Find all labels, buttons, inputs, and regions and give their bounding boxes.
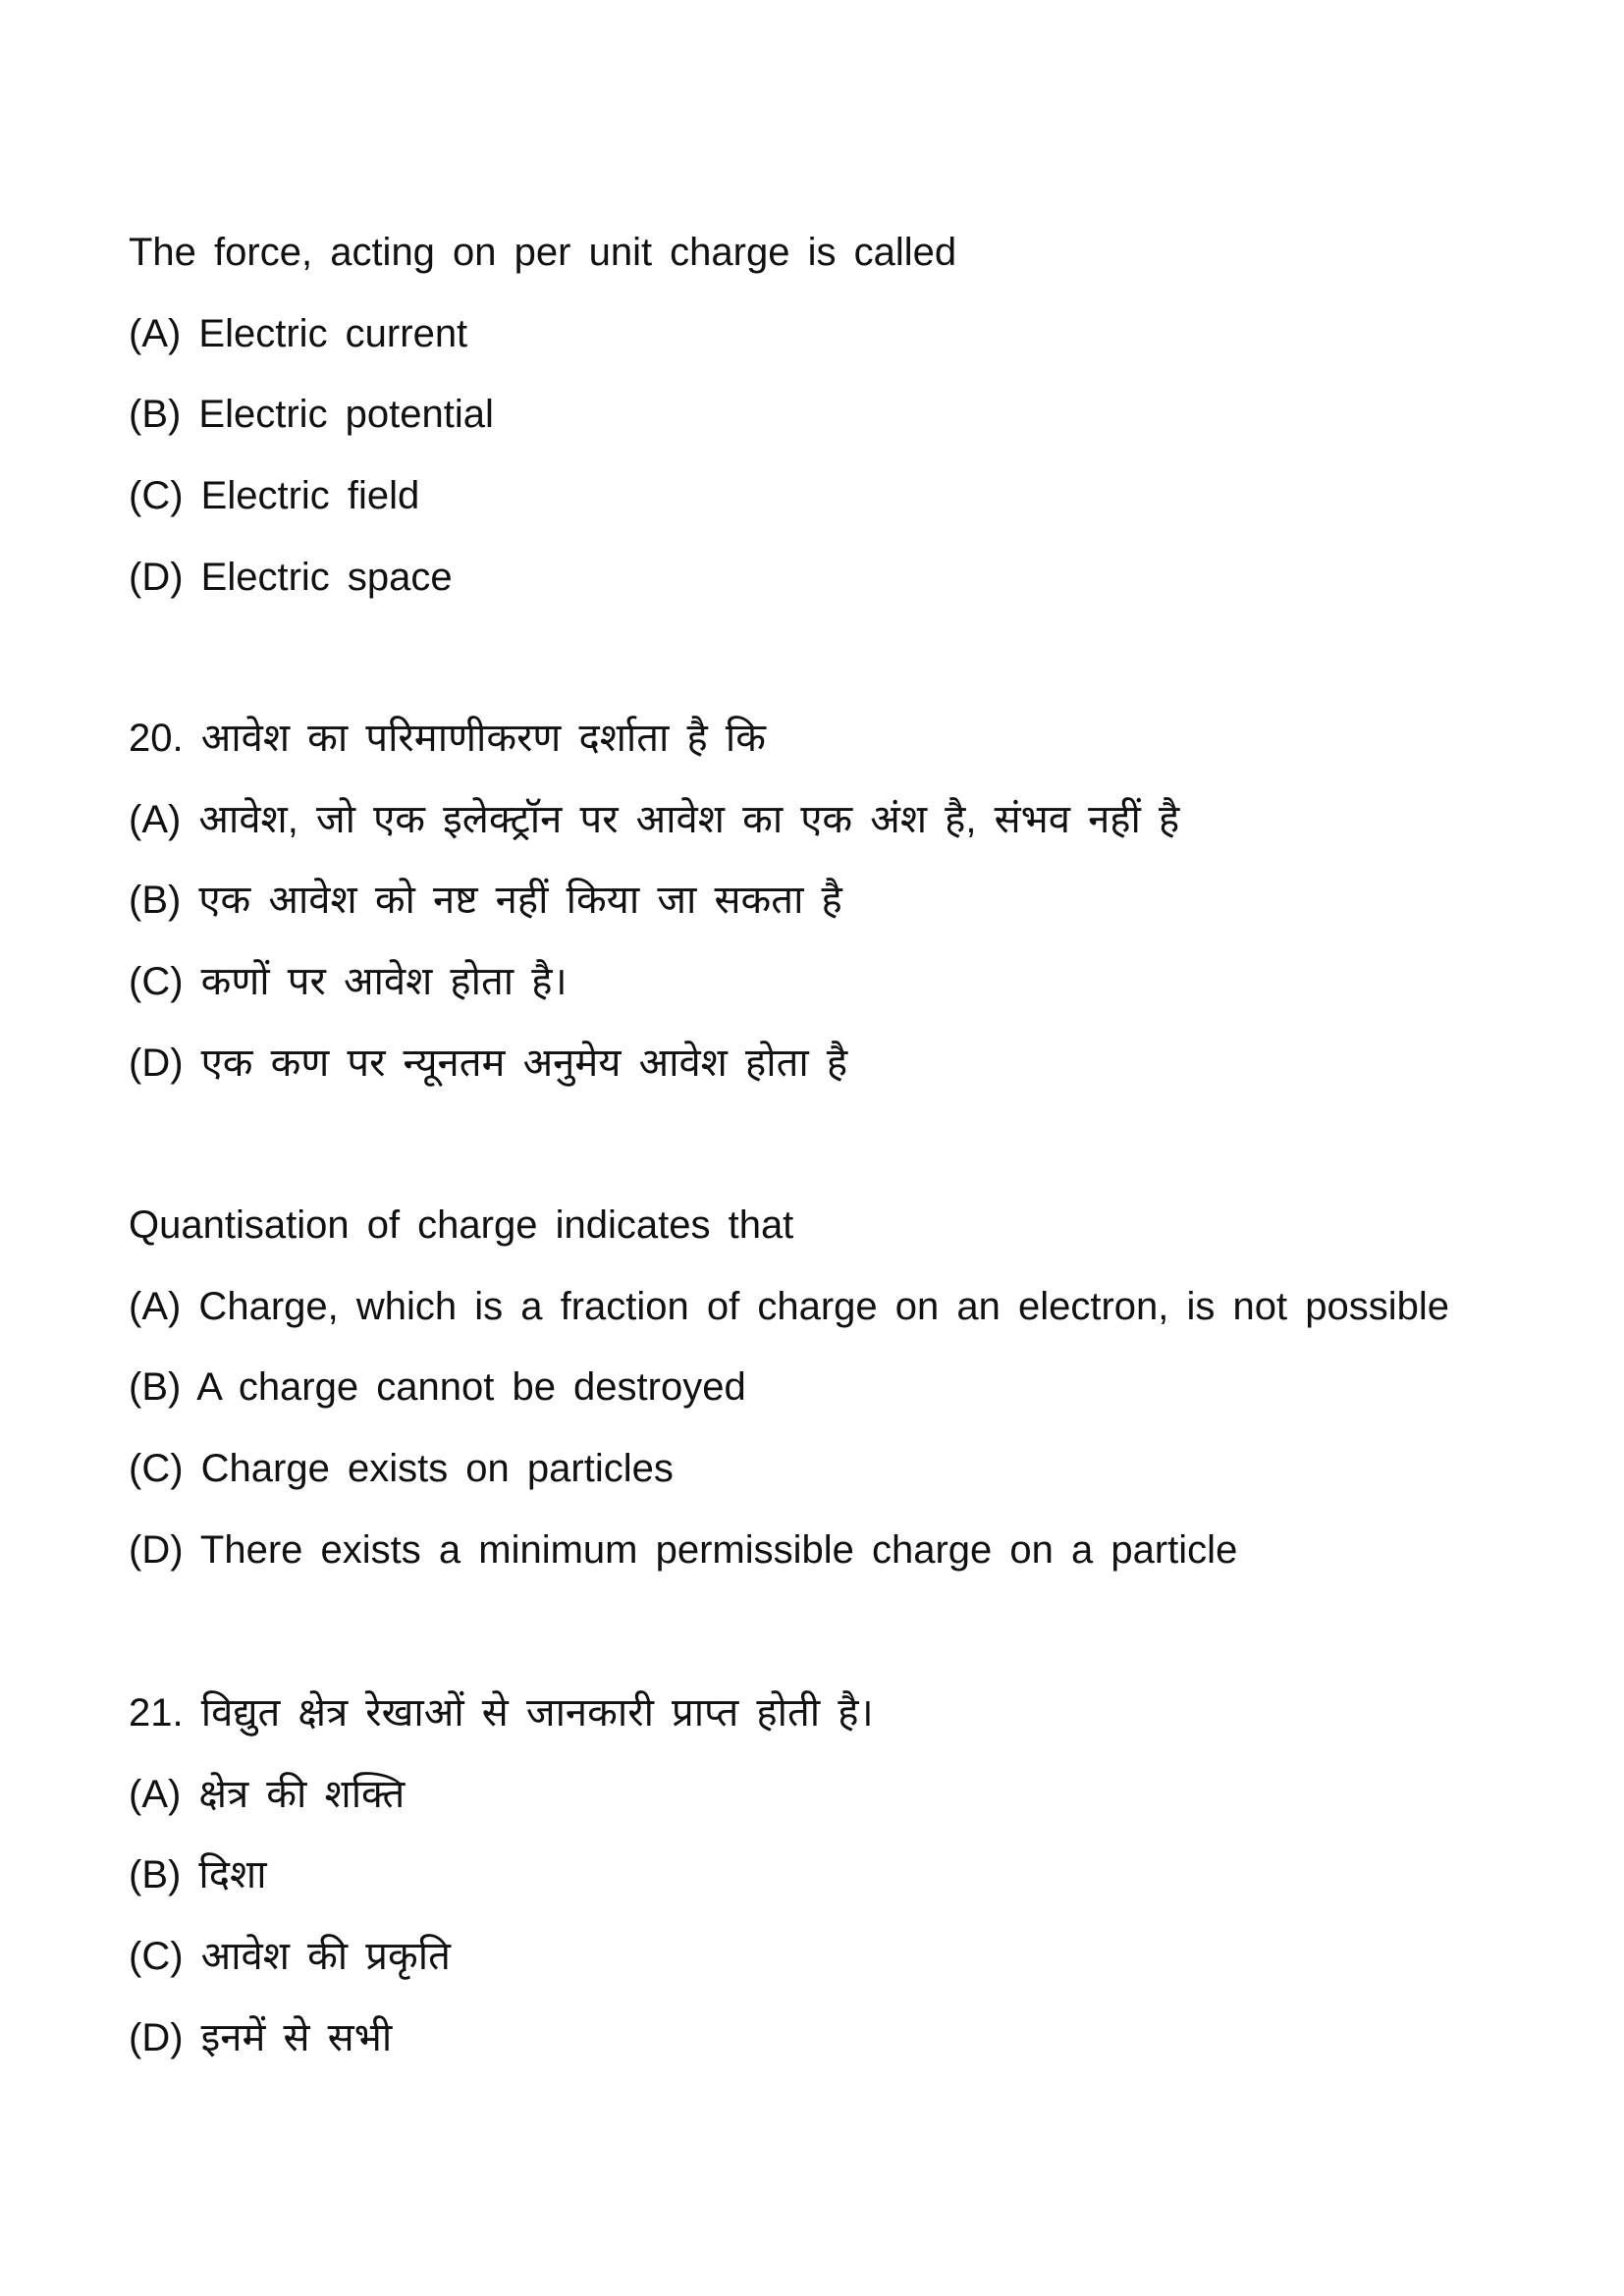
option-b: (B) एक आवेश को नष्ट नहीं किया जा सकता है	[129, 879, 842, 923]
question-stem: The force, acting on per unit charge is called	[129, 231, 957, 274]
option-b: (B) दिशा	[129, 1853, 267, 1897]
option-a: (A) आवेश, जो एक इलेक्ट्रॉन पर आवेश का एक अंश है, संभव नहीं है	[129, 797, 1180, 841]
option-c: (C) कणों पर आवेश होता है।	[129, 960, 568, 1004]
option-b: (B) A charge cannot be destroyed	[129, 1365, 746, 1410]
option-c: (C) आवेश की प्रकृति	[129, 1935, 451, 1979]
option-b: (B) Electric potential	[129, 393, 494, 437]
option-a: (A) Electric current	[129, 311, 468, 355]
question-stem: Quantisation of charge indicates that	[129, 1203, 794, 1247]
question-21-hindi	[129, 1673, 874, 2078]
option-a: (A) क्षेत्र की शक्ति	[129, 1772, 406, 1816]
option-d: (D) Electric space	[129, 555, 453, 599]
question-20-english	[129, 1185, 1449, 1590]
option-d: (D) एक कण पर न्यूनतम अनुमेय आवेश होता है	[129, 1041, 848, 1085]
option-d: (D) इनमें से सभी	[129, 2015, 393, 2059]
question-20-hindi	[129, 698, 1179, 1103]
question-19-english	[129, 212, 956, 617]
option-c: (C) Electric field	[129, 474, 420, 518]
option-c: (C) Charge exists on particles	[129, 1447, 674, 1491]
question-stem: 20. आवेश का परिमाणीकरण दर्शाता है कि	[129, 717, 766, 760]
option-d: (D) There exists a minimum permissible charge on a particle	[129, 1527, 1238, 1572]
option-a: (A) Charge, which is a fraction of charge on an electron, is not possible	[129, 1284, 1449, 1328]
question-stem: 21. विद्युत क्षेत्र रेखाओं से जानकारी प्राप्त होती है।	[129, 1691, 874, 1735]
